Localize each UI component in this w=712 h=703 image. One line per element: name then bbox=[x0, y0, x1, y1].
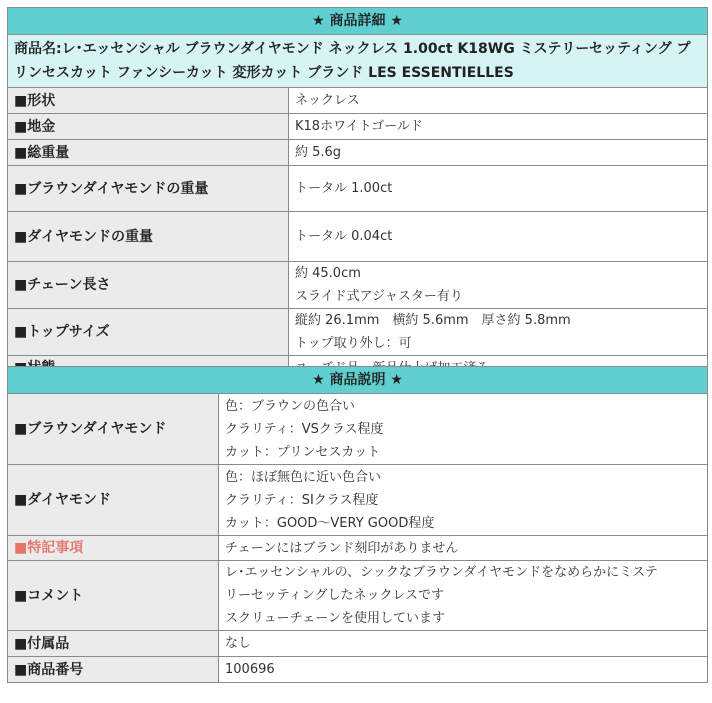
detail-row bbox=[8, 212, 708, 262]
detail-row bbox=[8, 262, 708, 309]
desc-label: ■ブラウンダイヤモンド bbox=[8, 394, 219, 465]
desc-row bbox=[8, 657, 708, 683]
desc-value-line: 100696 bbox=[225, 662, 275, 677]
detail-label: ■チェーン長さ bbox=[8, 262, 289, 309]
product-title: 商品名:レ･エッセンシャル ブラウンダイヤモンド ネックレス 1.00ct K18WG ミステリーセッティング プリンセスカット ファンシーカット 変形カット ブランド LES ESSENTIELLES bbox=[8, 35, 708, 88]
desc-value bbox=[219, 561, 708, 631]
detail-value-line: 縦約 26.1mm 横約 5.6mm 厚さ約 5.8mm bbox=[295, 313, 571, 328]
detail-label: ■ダイヤモンドの重量 bbox=[8, 212, 289, 262]
desc-value-line: 色：ほぼ無色に近い色合い bbox=[225, 469, 382, 485]
desc-value-line: クラリティ：VSクラス程度 bbox=[225, 421, 384, 437]
desc-value bbox=[219, 631, 708, 657]
detail-label: ■地金 bbox=[8, 114, 289, 140]
desc-row bbox=[8, 561, 708, 631]
product-details-table bbox=[7, 7, 708, 381]
detail-row bbox=[8, 140, 708, 166]
desc-value-line: クラリティ：SIクラス程度 bbox=[225, 492, 379, 508]
detail-label: ■形状 bbox=[8, 88, 289, 114]
detail-value-line: 約 45.0cm bbox=[295, 266, 361, 281]
desc-value bbox=[219, 536, 708, 561]
desc-value bbox=[219, 394, 708, 465]
desc-label: ■ダイヤモンド bbox=[8, 465, 219, 536]
detail-value bbox=[289, 262, 708, 309]
detail-row bbox=[8, 114, 708, 140]
detail-value-line: トップ取り外し：可 bbox=[295, 336, 412, 351]
desc-value-line: スクリューチェーンを使用しています bbox=[225, 611, 445, 626]
desc-value bbox=[219, 465, 708, 536]
detail-value bbox=[289, 140, 708, 166]
detail-value-line: スライド式アジャスター有り bbox=[295, 289, 463, 304]
detail-row bbox=[8, 309, 708, 356]
desc-value-line: リーセッティングしたネックレスです bbox=[225, 588, 445, 603]
desc-value-line: なし bbox=[225, 636, 252, 651]
desc-value bbox=[219, 657, 708, 683]
product-description-table bbox=[7, 366, 708, 683]
detail-value-line: トータル 1.00ct bbox=[295, 181, 393, 196]
desc-value-line: レ･エッセンシャルの、シックなブラウンダイヤモンドをなめらかにミステ bbox=[225, 565, 658, 580]
detail-value bbox=[289, 212, 708, 262]
detail-label: ■トップサイズ bbox=[8, 309, 289, 356]
desc-label: ■商品番号 bbox=[8, 657, 219, 683]
detail-value bbox=[289, 114, 708, 140]
desc-value-line: チェーンにはブランド刻印がありません bbox=[225, 540, 459, 556]
desc-label: ■特記事項 bbox=[8, 536, 219, 561]
detail-value-line: トータル 0.04ct bbox=[295, 229, 393, 244]
desc-label: ■コメント bbox=[8, 561, 219, 631]
detail-value bbox=[289, 166, 708, 212]
detail-row bbox=[8, 88, 708, 114]
desc-row bbox=[8, 536, 708, 561]
desc-row bbox=[8, 465, 708, 536]
desc-label: ■付属品 bbox=[8, 631, 219, 657]
detail-label: ■ブラウンダイヤモンドの重量 bbox=[8, 166, 289, 212]
desc-value-line: 色：ブラウンの色合い bbox=[225, 398, 356, 414]
detail-label: ■総重量 bbox=[8, 140, 289, 166]
description-header: ★ 商品説明 ★ bbox=[8, 367, 708, 394]
detail-value-line: 約 5.6g bbox=[295, 145, 342, 160]
desc-value-line: カット：プリンセスカット bbox=[225, 444, 381, 460]
detail-value-line: K18ホワイトゴールド bbox=[295, 119, 423, 134]
detail-value-line: ネックレス bbox=[295, 93, 360, 108]
details-header: ★ 商品詳細 ★ bbox=[8, 8, 708, 35]
detail-row bbox=[8, 166, 708, 212]
desc-row bbox=[8, 631, 708, 657]
detail-value bbox=[289, 309, 708, 356]
desc-row bbox=[8, 394, 708, 465]
desc-value-line: カット：GOOD～VERY GOOD程度 bbox=[225, 515, 435, 531]
detail-value bbox=[289, 88, 708, 114]
